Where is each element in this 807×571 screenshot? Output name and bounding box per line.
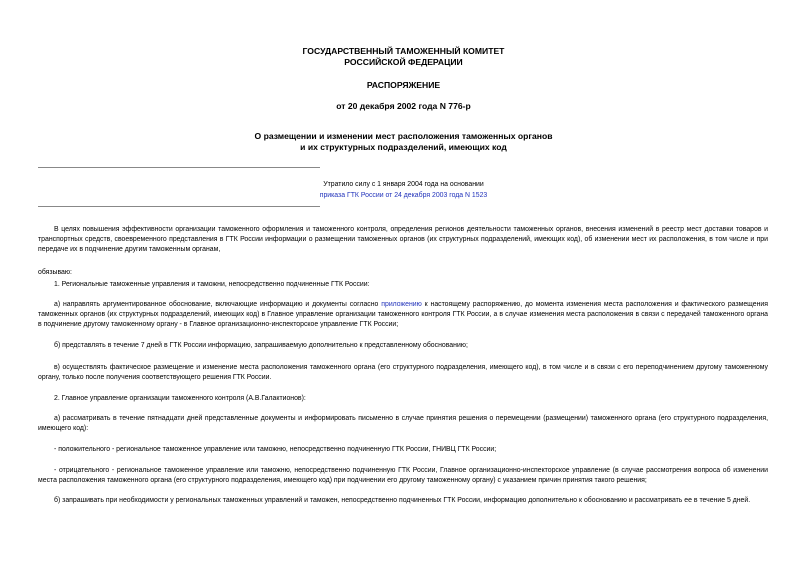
item2a-negative-text: - отрицательного - региональное таможенное управление или таможню, непосредственно подчиненную ГТК России, Главное организационно-инспекторское управление (в случае рассмотрения вопроса об изменении места расположения таможенного органа (его структурного подразделения, имеющего код) при подчинении его другому таможенному органу) с указанием причин принятия такого решения;	[38, 467, 768, 485]
paragraph-item2a-positive: - положительного - региональное таможенное управление или таможню, непосредственно подчиненную ГТК России, ГНИВЦ ГТК России;	[54, 446, 497, 453]
item2a-text: а) рассматривать в течение пятнадцати дней представленные документы и информировать письменно в случае принятия решения о перемещении (размещении) таможенного органа (его структурного подразделения, имеющего код):	[38, 415, 768, 433]
doc-type: РАСПОРЯЖЕНИЕ	[366, 80, 441, 90]
paragraph-obligate: обязываю:	[38, 269, 72, 276]
paragraph-item2b	[38, 496, 768, 506]
status-text: Утратило силу с 1 января 2004 года на основании	[323, 181, 484, 188]
paragraph-item2: 2. Главное управление организации таможенного контроля (А.В.Галактионов):	[54, 395, 306, 402]
item2b-text: б) запрашивать при необходимости у региональных таможенных управлений и таможен, непосредственно подчиненных ГТК России, информацию дополнительно к обоснованию и рассматривать ее в течение 5 дней.	[54, 497, 751, 504]
paragraph-item1c	[38, 363, 768, 383]
paragraph-item2a	[38, 414, 768, 434]
doc-date: от 20 декабря 2002 года N 776-р	[336, 101, 471, 111]
appendix-link[interactable]: приложению	[381, 301, 422, 308]
status-link[interactable]: приказа ГТК России от 24 декабря 2003 года N 1523	[319, 192, 488, 199]
paragraph-item1: 1. Региональные таможенные управления и таможни, непосредственно подчиненные ГТК России:	[54, 281, 370, 288]
item1a-text-after: к настоящему распоряжению, до момента изменения места расположения и фактического размещения таможенных органов (их структурных подразделений, имеющих код) в Главное управление организации таможенного контроля ГТК России, а в случае изменения места расположения в связи с передачей таможенного органа в подчинение другому таможенному органу - в Главное организационно-инспекторское управление ГТК России;	[38, 301, 768, 329]
paragraph-intro	[38, 225, 768, 256]
paragraph-item2a-negative	[38, 466, 768, 486]
paragraph-item1a	[38, 300, 768, 331]
paragraph-item1b: б) представлять в течение 7 дней в ГТК России информацию, запрашиваемую дополнительно к представленному обоснованию;	[54, 342, 468, 349]
org-name-line2: РОССИЙСКОЙ ФЕДЕРАЦИИ	[344, 57, 463, 67]
item1a-text-before: а) направлять аргументированное обоснование, включающие информацию и документы согласно	[54, 301, 382, 308]
divider-top	[38, 167, 320, 168]
doc-title-line1: О размещении и изменении мест расположения таможенных органов	[254, 131, 553, 141]
intro-text: В целях повышения эффективности организации таможенного оформления и таможенного контроля, определения регионов деятельности таможенных органов, внесения изменений в реестр мест доставки товаров и транспортных средств, своевременного представления в ГТК России информации о размещении таможенных органов (их структурных подразделений, имеющих код), об изменении мест их расположения, в том числе и при передаче их в подчинение другим таможенным органам,	[38, 226, 768, 254]
item1c-text: в) осуществлять фактическое размещение и изменение места расположения таможенного органа (его структурного подразделения, имеющего код), в том числе и в связи с его переподчинением другому таможенному органу, только после получения соответствующего решения ГТК России.	[38, 364, 768, 382]
doc-title-line2: и их структурных подразделений, имеющих код	[300, 142, 507, 152]
org-name-line1: ГОСУДАРСТВЕННЫЙ ТАМОЖЕННЫЙ КОМИТЕТ	[302, 46, 505, 56]
divider-bottom	[38, 206, 320, 207]
